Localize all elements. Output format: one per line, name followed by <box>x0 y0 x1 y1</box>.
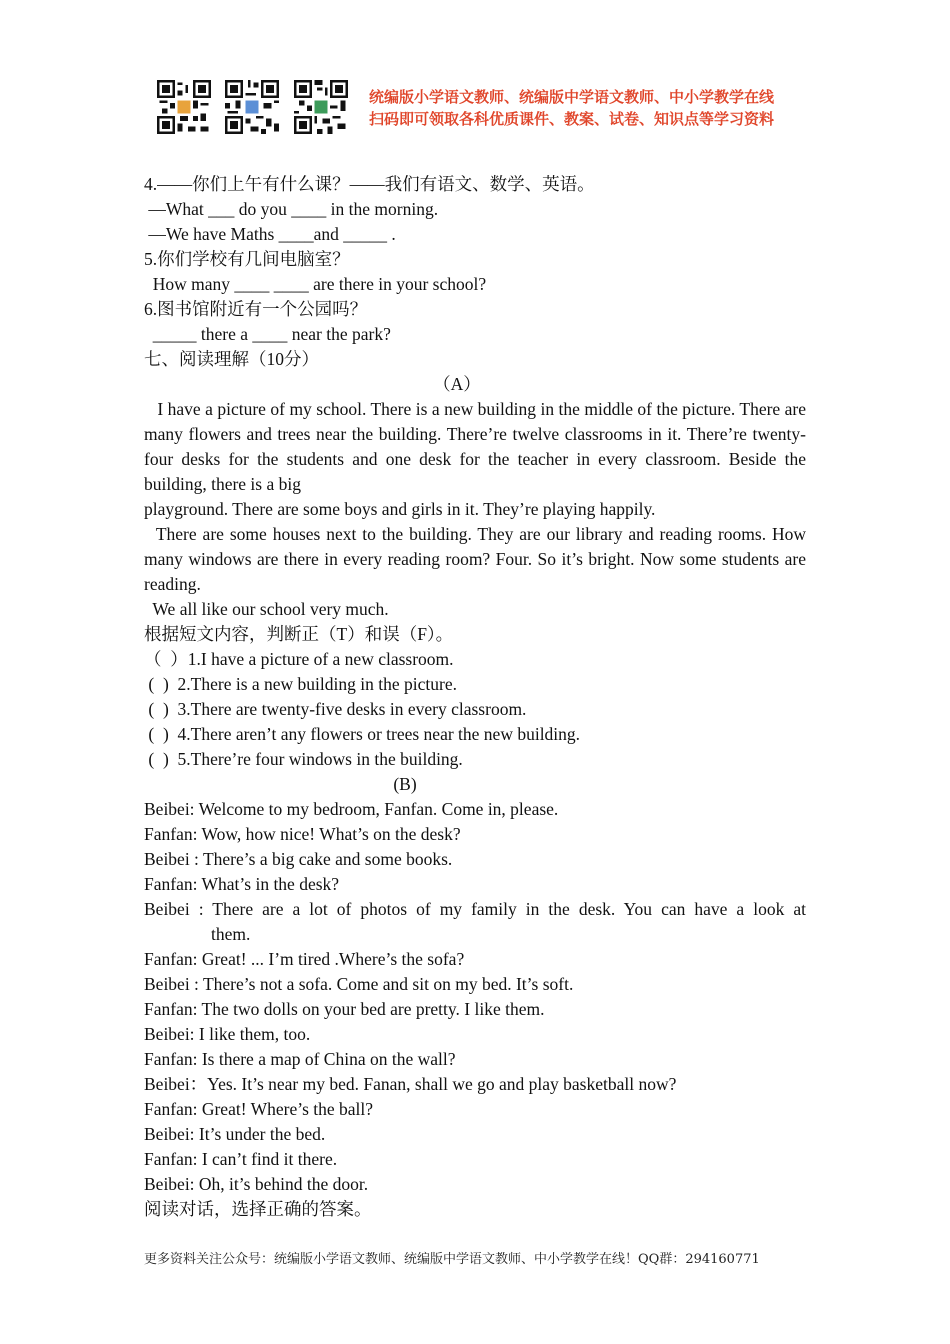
true-false-item: ( ) 5.There’re four windows in the building. <box>144 749 463 769</box>
question-6-english: _____ there a ____ near the park? <box>144 324 391 344</box>
true-false-item: （ ）1.I have a picture of a new classroom. <box>144 649 454 669</box>
question-5-chinese: 5.你们学校有几间电脑室？ <box>144 249 350 269</box>
question-4-english-2: —We have Maths ____and _____ . <box>144 224 396 244</box>
passage-a-paragraph-2: There are some houses next to the building. They are our library and reading rooms. How many windows are there in every reading room? Four. So it’s bright. Now some students are reading. <box>144 524 811 594</box>
question-6-chinese: 6.图书馆附近有一个公园吗？ <box>144 299 368 319</box>
page-header <box>157 80 797 136</box>
question-5-english: How many ____ ____ are there in your school? <box>144 274 487 294</box>
dialogue-line: Beibei: I like them, too. <box>144 1024 311 1044</box>
dialogue-line: Fanfan: Wow, how nice! What’s on the desk? <box>144 824 461 844</box>
true-false-item: ( ) 4.There aren’t any flowers or trees near the new building. <box>144 724 581 744</box>
true-false-item: ( ) 3.There are twenty-five desks in every classroom. <box>144 699 527 719</box>
qr-code-icon <box>157 80 211 134</box>
question-4-chinese: 4.——你们上午有什么课？——我们有语文、数学、英语。 <box>144 174 595 194</box>
promo-banner <box>369 86 774 130</box>
dialogue-line: Fanfan: Is there a map of China on the wall? <box>144 1049 456 1069</box>
dialogue-line: Beibei: Oh, it’s behind the door. <box>144 1174 369 1194</box>
dialogue-line: Fanfan: I can’t find it there. <box>144 1149 338 1169</box>
passage-b-instruction: 阅读对话，选择正确的答案。 <box>144 1199 372 1219</box>
dialogue-line: Beibei: It’s under the bed. <box>144 1124 326 1144</box>
passage-a-paragraph-1-end: playground. There are some boys and girls in it. They’re playing happily. <box>144 499 656 519</box>
page-footer: 更多资料关注公众号：统编版小学语文教师、统编版中学语文教师、中小学教学在线！QQ群：294160771 <box>144 1252 760 1267</box>
banner-line: 扫码即可领取各科优质课件、教案、试卷、知识点等学习资料 <box>369 110 775 128</box>
dialogue-line: Beibei : There’s a big cake and some books. <box>144 849 453 869</box>
dialogue-line: Fanfan: What’s in the desk? <box>144 874 340 894</box>
qr-code-icon <box>294 80 348 134</box>
dialogue-line: Fanfan: Great! ... I’m tired .Where’s the sofa? <box>144 949 465 969</box>
passage-a-paragraph-3: We all like our school very much. <box>144 599 389 619</box>
passage-a-instruction: 根据短文内容，判断正（T）和误（F）。 <box>144 624 454 644</box>
passage-b-label: (B) <box>393 774 417 794</box>
passage-a-label: （A） <box>433 374 481 394</box>
dialogue-line: Beibei：Yes. It’s near my bed. Fanan, shall we go and play basketball now? <box>144 1074 677 1094</box>
dialogue-line-continued: them. <box>211 924 251 944</box>
section-title: 七、阅读理解（10分） <box>144 349 319 369</box>
question-4-english-1: —What ___ do you ____ in the morning. <box>144 199 439 219</box>
dialogue-line: Beibei : There’s not a sofa. Come and sit on my bed. It’s soft. <box>144 974 574 994</box>
qr-code-icon <box>225 80 279 134</box>
dialogue-line: Fanfan: Great! Where’s the ball? <box>144 1099 374 1119</box>
dialogue-line: Beibei: Welcome to my bedroom, Fanfan. Come in, please. <box>144 799 559 819</box>
banner-line: 统编版小学语文教师、统编版中学语文教师、中小学教学在线 <box>369 88 775 106</box>
true-false-item: ( ) 2.There is a new building in the picture. <box>144 674 457 694</box>
dialogue-line: Fanfan: The two dolls on your bed are pretty. I like them. <box>144 999 545 1019</box>
passage-a-paragraph-1: I have a picture of my school. There is a new building in the middle of the picture. There are many flowers and trees near the building. There’re twelve classrooms in it. There’re twenty-four desks for the students and one desk for the teacher in every classroom. Beside the building, there is a big <box>144 399 811 494</box>
dialogue-line: Beibei : There are a lot of photos of my family in the desk. You can have a look at <box>144 899 806 919</box>
document-body <box>144 172 811 1222</box>
